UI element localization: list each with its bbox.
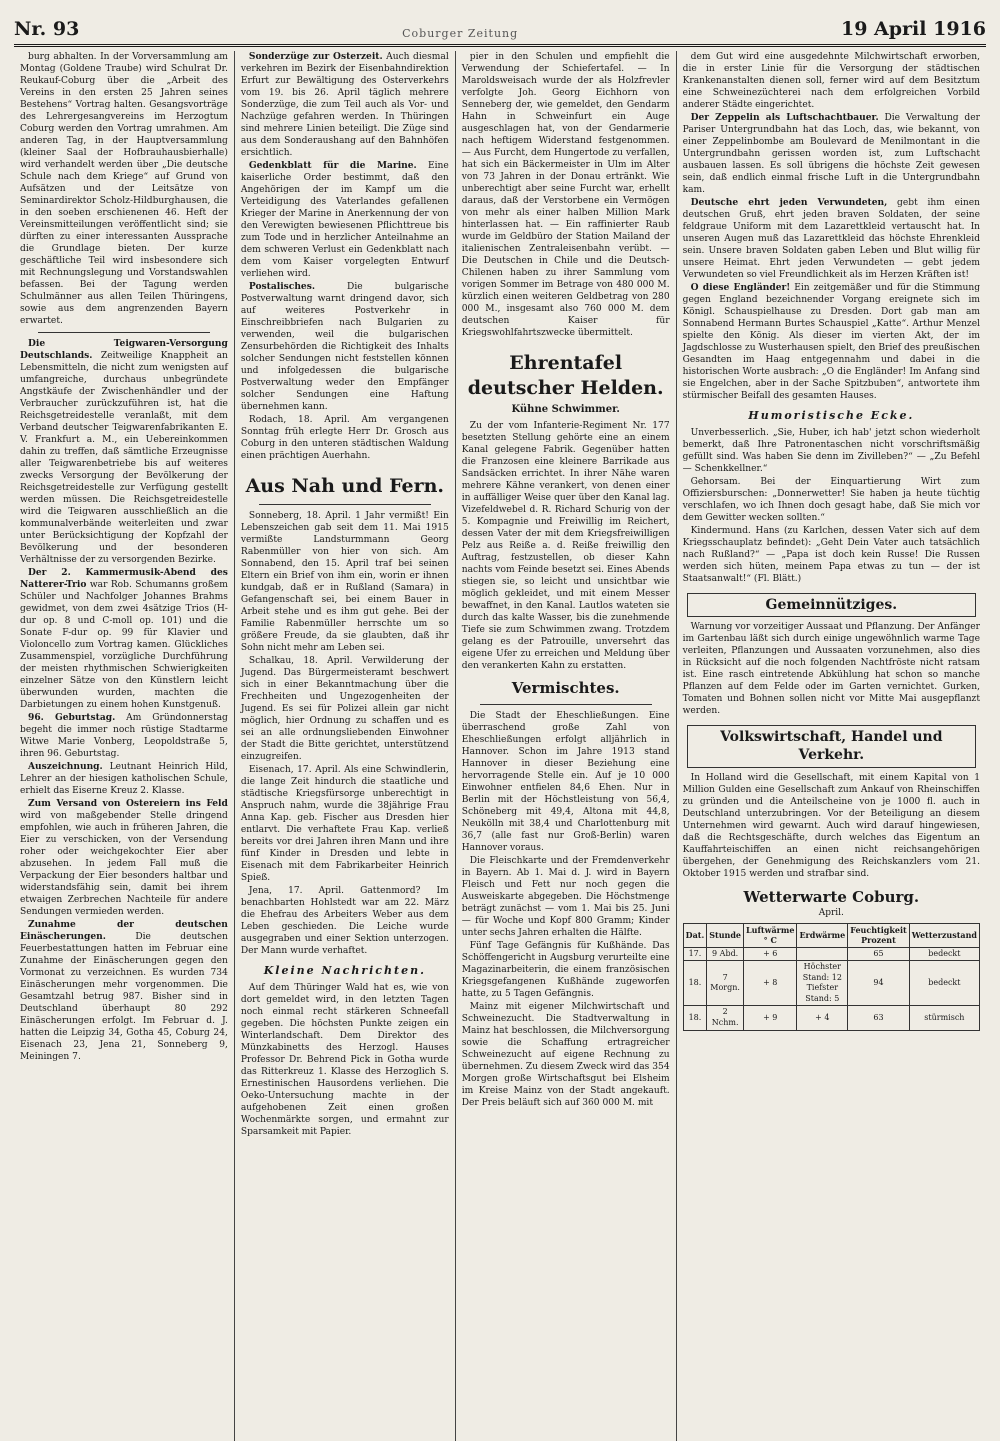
weather-cell: + 8: [744, 961, 797, 1006]
weather-month: April.: [818, 907, 844, 918]
paper-name: Coburger Zeitung: [402, 27, 519, 40]
section-heading-boxed: Volkswirtschaft, Handel und Verkehr.: [687, 725, 976, 768]
article-text: Zeitweilige Knappheit an Lebensmitteln, die nicht zum wenigsten auf umfangreiche, durchaus unbegründete Angstkäufe der Zwischenhändler und der Verbraucher zurückzuführen ist, hat die Reichsgetreidestelle veranlaßt, mit dem Verband deutscher Teigwarenfabrikanten E. V. Frankfurt a. M., ein Uebereinkommen dahin zu treffen, daß sämtliche Erzeugnisse aller Teigwarenbetriebe bis auf weiteres zwecks Versorgung der Bevölkerung der Reichsgetreidestelle zur Verfügung gestellt werden müssen. Die Reichsgetreidestelle wird die Teigwaren ausschließlich an die kommunalverbände weiterleiten und zwar unter Berücksichtigung der Kopfzahl der Bevölkerung und der besonderen Verhältnisse der zu versorgenden Bezirke.: [20, 351, 228, 565]
section-heading: Humoristische Ecke.: [748, 409, 915, 422]
article-text: Zu der vom Infanterie-Regiment Nr. 177 besetzten Stellung gehörte eine an einem Kanal gelegene Fabrik. Gegenüber hatten die Franzosen eine kleinere Barrikade aus Sandsäcken errichtet. In ihrer Nähe waren mehrere Kähne verankert, von denen einer in auffälliger Weise quer über den Kanal lag. Vizefeldwebel d. R. Richard Schurig von der 5. Kompagnie und Freiwillig im Reichert, dessen Vater der mit dem Kriegsfreiwilligen Pelz aus Reiße a. d. Reiße freiwillig den Auftrag, festzustellen, ob dieser Kahn nachts vom Feinde besetzt sei. Eines Abends stiegen sie, so leicht und unsichtbar wie möglich gekleidet, und mit einem Messer bewaffnet, in den Kanal. Lautlos wateten sie durch das kalte Wasser, bis die zunehmende Tiefe sie zum Schwimmen zwang. Trotzdem gelang es der Patrouille, unversehrt das eigene Ufer zu erreichen und Meldung über den verankerten Kahn zu erstatten.: [461, 421, 670, 672]
article-text: Ein zeitgemäßer und für die Stimmung gegen England bezeichnender Vorgang ereignete sich im Königl. Schauspielhause zu Dresden. Dort gab man am Sonnabend Hermann Burtes Schauspiel „Katte“. Arthur Menzel spielte den König. Als dieser im vierten Akt, der im Jagdschlosse zu Wusterhausen spielt, den Brief des preußischen Gesandten im Haag entgegennahm und dabei in die historischen Worte ausbrach: „O die Engländer! Im Anfang sind sie Engelchen, aber in der Sache Spitzbuben“, antwortete ihm stürmischer Beifall des gesamten Hauses.: [682, 283, 981, 401]
article-text: Kindermund. Hans (zu Karlchen, dessen Vater sich auf dem Kriegsschauplatz befindet): „Geht Dein Vater auch tatsächlich nach Rußland?“ — „Papa ist doch kein Russe! Die Russen werden sich hüten, meinem Papa etwas zu tun — der ist Staatsanwalt!“ (Fl. Blätt.): [682, 525, 981, 584]
article-text: burg abhalten. In der Vorversammlung am Montag (Goldene Traube) wird Schulrat Dr. Reukauf-Coburg über die „Arbeit des Vereins in den ersten 25 Jahren seines Bestehens“ Vortrag halten. Gesangsvorträge des Lehrergesangvereins im Herzogtum Coburg werden den Vortrag umrahmen. Am anderen Tag, in der Hauptversammlung (kleiner Saal der Hofbrauhausbierhalle) wird verhandelt werden über „Die deutsche Schule nach dem Kriege“ auf Grund von Aufsätzen und der Leitsätze von Seminardirektor Scholz-Hildburghausen, die in den soeben erschienenen 46. Heft der Vereinsmitteilungen veröffentlicht sind; sie dürften zu einer interessanten Aussprache die Grundlage bieten. Der kurze geschäftliche Teil wird insbesondere sich mit Rechnungslegung und Vorstandswahlen befassen. Bei der Tagung werden Schulmänner aus allen Teilen Thüringens, sowie aus dem angrenzenden Bayern erwartet.: [20, 52, 228, 326]
article-text: pier in den Schulen und empfiehlt die Verwendung der Schiefertafel. — In Maroldsweisach wurde der als Holzfrevler verfolgte Joh. Georg Eichhorn von Senneberg der, wie gemeldet, den Gendarm Hahn in Schweinfurt ein Auge ausgeschlagen hat, von der Gendarmerie nach heftigem Widerstand festgenommen. — Aus Furcht, dem Hungertode zu verfallen, hat sich ein Bäckermeister in Ulm im Alter von 73 Jahren in der Donau ertränkt. Wie unberechtigt aber seine Furcht war, erhellt daraus, daß der Verstorbene ein Vermögen von mehr als einer halben Million Mark hinterlassen hat. — Ein raffinierter Raub wurde im Geldbüro der Station Mailand der italienischen Zentraleisenbahn verübt. — Die Deutschen in Chile und die Deutsch-Chilenen haben zu ihrer Sammlung vom vorigen Sommer im Betrage von 480 000 M. kürzlich einen weiteren Geldbetrag von 280 000 M., insgesamt also 760 000 M. dem deutschen Kaiser für Kriegswohlfahrtszwecke übermittelt.: [461, 52, 670, 338]
divider: [480, 704, 652, 705]
article-text: In Holland wird die Gesellschaft, mit einem Kapital von 1 Million Gulden eine Gesellschaft zum Ankauf von Rheinschiffen zu gründen und die Anteilscheine von je 1000 fl. auch in Deutschland unterzubringen. Vor der Beteiligung an diesem Unternehmen wird gewarnt. Auch wird darauf hingewiesen, daß die Rechtsgeschäfte, durch welches das Eigentum an Kauffahrteischiffen an einen nicht reichsangehörigen übergehen, der Genehmigung des Reichskanzlers vom 21. Oktober 1915 werden und strafbar sind.: [682, 772, 981, 879]
weather-header-cell: Erdwärme: [797, 923, 848, 947]
weather-cell: 18.: [683, 1006, 707, 1030]
article-text: Die deutschen Feuerbestattungen hatten im Februar eine Zunahme der Einäscherungen gegen den Vormonat zu verzeichnen. Es wurden 734 Einäscherungen mehr vorgenommen. Die Gesamtzahl betrug 987. Bisher sind in Deutschland überhaupt 80 292 Einäscherungen erfolgt. Im Februar d. J. hatten die Leipzig 34, Gotha 45, Coburg 24, Eisenach 23, Jena 21, Sonneberg 9, Meiningen 7.: [20, 932, 228, 1062]
article-text: Am Gründonnerstag begeht die immer noch rüstige Stadtarme Witwe Marie Vonberg, Leopoldstraße 5, ihren 96. Geburtstag.: [20, 713, 228, 759]
article-text: Gehorsam. Bei der Einquartierung Wirt zum Offiziersburschen: „Donnerwetter! Sie haben ja heute tüchtig verschlafen, wo ich Ihnen doch gesagt habe, daß Sie mich vor dem Gewitter wecken sollten.“: [682, 476, 981, 523]
article-heading: Der 2. Kammermusik-Abend des Natterer-Trio: [20, 567, 228, 590]
article-text: war Rob. Schumanns großem Schüler und Nachfolger Johannes Brahms gewidmet, von dem zwei 4sätzige Trios (H-dur op. 8 und C-moll op. 101) und die Sonate F-dur op. 99 für Klavier und Violoncello zum Vortrag kamen. Glückliches Zusammenspiel, vorzügliche Durchführung der meisten rhythmischen Schwierigkeiten einzelner Sätze von den Künstlern leicht überwunden wurden, machten die Darbietungen zu einem hohen Kunstgenuß.: [20, 580, 228, 710]
section-heading: Kleine Nachrichten.: [263, 964, 426, 978]
article-text: Fünf Tage Gefängnis für Kußhände. Das Schöffengericht in Augsburg verurteilte eine Magazinarbeiterin, die einem französischen Kriegsgefangenen Kußhände zugeworfen hatte, zu 5 Tagen Gefängnis.: [461, 941, 670, 1000]
weather-cell: bedeckt: [909, 961, 979, 1006]
weather-cell: + 9: [744, 1006, 797, 1030]
divider: [38, 332, 210, 333]
article-text: Die Verwaltung der Pariser Untergrundbahn hat das Loch, das, wie bekannt, von einer Zeppelinbombe am Boulevard de Menilmontant in die Untergrundbahn gerissen worden ist, zum Luftschacht ausbauen lassen. Es soll übrigens die höchste Zeit gewesen sein, daß endlich einmal frische Luft in die Untergrundbahn kam.: [682, 113, 981, 195]
weather-cell: 7 Morgn.: [707, 961, 744, 1006]
divider: [259, 504, 431, 505]
section-subheading: Kühne Schwimmer.: [511, 404, 620, 416]
weather-cell: 18.: [683, 961, 707, 1006]
columns: [14, 51, 986, 1441]
weather-cell: stürmisch: [909, 1006, 979, 1030]
article-heading: Zum Versand von Ostereiern ins Feld: [28, 798, 228, 809]
article-text: Die Fleischkarte und der Fremdenverkehr in Bayern. Ab 1. Mai d. J. wird in Bayern Fleisch und Fett nur noch gegen die Ausweiskarte abgegeben. Die Höchstmenge beträgt zunächst — vom 1. Mai bis 25. Juni — für Woche und Kopf 800 Gramm; Kinder unter sechs Jahren erhalten die Hälfte.: [461, 856, 670, 939]
weather-header-row: [683, 923, 979, 947]
article-heading: Postalisches.: [248, 281, 315, 292]
weather-table: [683, 923, 980, 1031]
article-text: dem Gut wird eine ausgedehnte Milchwirtschaft erworben, die in erster Linie für die Versorgung der städtischen Krankenanstalten dienen soll, ferner wird auf dem Besitztum eine Schweinezüchterei nach dem erfolgreichen Vorbild anderer Städte eingerichtet.: [682, 52, 981, 110]
weather-header-cell: Stunde: [707, 923, 744, 947]
article-text: Jena, 17. April. Gattenmord? Im benachbarten Hohlstedt war am 22. März die Ehefrau des Arbeiters Weber aus dem Leben geschieden. Die Leiche wurde ausgegraben und einer Sektion unterzogen. Der Mann wurde verhaftet.: [240, 886, 449, 957]
article-heading: O diese Engländer!: [690, 282, 791, 293]
section-heading: Ehrentafel deutscher Helden.: [467, 352, 664, 400]
article-text: wird von maßgebender Stelle dringend empfohlen, wie auch in früheren Jahren, die Eier zu verschicken, von der Versendung roher oder weichgekochter Eier aber abzusehen. In jedem Fall muß die Verpackung der Eier besonders haltbar und widerstandsfähig sein, damit bei ihrem etwaigen Zerbrechen Nachteile für andere Sendungen vermieden werden.: [20, 811, 228, 917]
article-heading: Gedenkblatt für die Marine.: [248, 160, 417, 171]
article-text: Auf dem Thüringer Wald hat es, wie von dort gemeldet wird, in den letzten Tagen noch einmal recht stärkeren Schneefall gegeben. Die höchsten Punkte zeigen ein Winterlandschaft. Dem Direktor des Münzkabinetts des Herzogl. Hauses Professor Dr. Behrend Pick in Gotha wurde das Ritterkreuz 1. Klasse des Herzoglich S. Ernestinischen Hausordens verliehen. Die Oeko-Untersuchung machte in der aufgehobenen Zeit einen großen Wochenmärkte sorgen, und ermahnt zur Sparsamkeit mit Papier.: [240, 982, 449, 1137]
weather-header-cell: Feuchtigkeit Prozent: [848, 923, 910, 947]
article-text: Rodach, 18. April. Am vergangenen Sonntag früh erlegte Herr Dr. Grosch aus Coburg in den unteren städtischen Waldung einen prächtigen Auerhahn.: [240, 415, 449, 461]
article-text: Auch diesmal verkehren im Bezirk der Eisenbahndirektion Erfurt zur Bewältigung des Osterverkehrs vom 19. bis 26. April täglich mehrere Sonderzüge, die zum Teil auch als Vor- und Nachzüge gefahren werden. In Thüringen sind mehrere Linien beteiligt. Die Züge sind aus dem Sonderaushang auf den Bahnhöfen ersichtlich.: [240, 52, 449, 158]
column-1: [14, 51, 235, 1441]
weather-row: [683, 1006, 979, 1030]
issue-number: Nr. 93: [14, 18, 80, 40]
article-text: Schalkau, 18. April. Verwilderung der Jugend. Das Bürgermeisteramt beschwert sich in einer Bekanntmachung über die Frechheiten und Ungezogenheiten der Jugend. Es sei für Polizei allein gar nicht möglich, hier Ordnung zu schaffen und es sei an alle ordnungsliebenden Einwohner der Stadt die Bitte gerichtet, unterstützend einzugreifen.: [240, 656, 449, 763]
article-heading: Deutsche ehrt jeden Verwundeten,: [690, 197, 888, 208]
weather-cell: 17.: [683, 947, 707, 961]
article-text: gebt ihm einen deutschen Gruß, ehrt jeden braven Soldaten, der seine feldgraue Uniform mit dem Lazarettkleid vertauscht hat. In unseren Augen muß das Lazarettkleid das höchste Ehrenkleid sein. Unsere braven Soldaten gaben Leben und Blut willig für unsere Heimat. Ehrt jeden Verwundeten — gebt jedem Verwundeten so viel Freundlichkeit als im Herzen Kräften ist!: [682, 198, 981, 280]
weather-cell: 65: [848, 947, 910, 961]
article-heading: Der Zeppelin als Luftschachtbauer.: [690, 112, 879, 123]
article-heading: Auszeichnung.: [28, 761, 103, 772]
article-text: Die bulgarische Postverwaltung warnt dringend davor, sich auf weiteres Postverkehr in Einschreibbriefen nach Bulgarien zu verwenden, weil die bulgarischen Zensurbehörden die Richtigkeit des Inhalts solcher Sendungen nicht feststellen können und infolgedessen die bulgarische Postverwaltung weder den Empfänger solcher Sendungen eine Haftung übernehmen kann.: [240, 282, 449, 412]
column-2: [235, 51, 456, 1441]
section-heading: Aus Nah und Fern.: [245, 475, 445, 497]
article-text: Sonneberg, 18. April. 1 Jahr vermißt! Ein Lebenszeichen gab seit dem 11. Mai 1915 vermißte Landsturmmann Georg Rabenmüller von hier von sich. Am Sonnabend, den 15. April traf bei seinen Eltern ein Brief von ihm ein, worin er ihnen kundgab, daß er in Rußland (Samara) in Gefangenschaft sei, bei einem Bauer in Arbeit stehe und es ihm gut gehe. Bei der Familie Rabenmüller herrschte um so größere Freude, da sie glaubten, daß ihr Sohn nicht mehr am Leben sei.: [240, 511, 449, 654]
article-text: Leutnant Heinrich Hild, Lehrer an der hiesigen katholischen Schule, erhielt das Eiserne Kreuz 2. Klasse.: [20, 762, 228, 796]
weather-cell: + 4: [797, 1006, 848, 1030]
weather-header-cell: Wetterzustand: [909, 923, 979, 947]
column-4: [677, 51, 986, 1441]
masthead: [14, 14, 986, 47]
article-text: Eisenach, 17. April. Als eine Schwindlerin, die lange Zeit hindurch die staatliche und städtische Kriegsfürsorge unberechtigt in Anspruch nahm, wurde die 38jährige Frau Anna Kap. geb. Fischer aus Dresden hier entlarvt. Die verhaftete Frau Kap. verließ bereits vor drei Jahren ihren Mann und ihre fünf Kinder in Dresden und lebte in Eisenach mit dem Fabrikarbeiter Heinrich Spieß.: [240, 765, 449, 884]
article-text: Warnung vor vorzeitiger Aussaat und Pflanzung. Der Anfänger im Gartenbau läßt sich durch einige ungewöhnlich warme Tage verleiten, Pflanzungen und Aussaaten vorzunehmen, also dies in Rücksicht auf die noch folgenden Nachtfröste nicht ratsam ist. Eine rasch eintretende Abkühlung hat schon so manche Pflanzen auf dem Felde oder im Garten vernichtet. Gurken, Tomaten und Bohnen sollen nicht vor Mitte Mai ausgepflanzt werden.: [682, 621, 981, 716]
weather-cell: 9 Abd.: [707, 947, 744, 961]
column-3: [456, 51, 677, 1441]
section-heading-boxed: Gemeinnütziges.: [687, 593, 976, 617]
article-heading: 96. Geburtstag.: [28, 712, 116, 723]
weather-cell: 2 Nchm.: [707, 1006, 744, 1030]
weather-cell: [797, 947, 848, 961]
issue-date: 19 April 1916: [840, 18, 986, 40]
article-heading: Zunahme der deutschen Einäscherungen.: [20, 919, 228, 942]
weather-cell: 94: [848, 961, 910, 1006]
weather-row: [683, 961, 979, 1006]
weather-cell: 63: [848, 1006, 910, 1030]
weather-title: Wetterwarte Coburg.: [743, 887, 920, 906]
article-text: Unverbesserlich. „Sie, Huber, ich hab' jetzt schon wiederholt bemerkt, daß Ihre Patronentaschen nicht vorschriftsmäßig gefüllt sind. Was haben Sie denn im Zivilleben?“ — „Zu Befehl — Schenkkellner.“: [682, 427, 981, 474]
article-text: Eine kaiserliche Order bestimmt, daß den Angehörigen der im Kampf um die Verteidigung des Vaterlandes gefallenen Krieger der Marine in Anerkennung der von den Verewigten bewiesenen Pflichttreue bis zum Tode und in herzlicher Anteilnahme an dem schweren Verlust ein Gedenkblatt nach dem vom Kaiser vorgelegten Entwurf verliehen wird.: [240, 161, 449, 279]
section-heading: Vermischtes.: [511, 679, 620, 698]
article-heading: Sonderzüge zur Osterzeit.: [248, 51, 383, 62]
article-heading: Die Teigwaren-Versorgung Deutschlands.: [20, 338, 228, 361]
weather-cell: + 6: [744, 947, 797, 961]
weather-cell: Höchster Stand: 12 Tiefster Stand: 5: [797, 961, 848, 1006]
weather-cell: bedeckt: [909, 947, 979, 961]
article-text: Mainz mit eigener Milchwirtschaft und Schweinezucht. Die Stadtverwaltung in Mainz hat beschlossen, die Milchversorgung sowie die Schaffung ertragreicher Schweinezucht auf eigene Rechnung zu übernehmen. Zu diesem Zweck wird das 354 Morgen große Wirtschaftsgut bei Elsheim im Kreise Mainz von der Stadt angekauft. Der Preis beläuft sich auf 360 000 M. mit: [461, 1002, 670, 1109]
weather-row: [683, 947, 979, 961]
weather-header-cell: Dat.: [683, 923, 707, 947]
weather-header-cell: Luftwärme ° C: [744, 923, 797, 947]
article-text: Die Stadt der Eheschließungen. Eine überraschend große Zahl von Eheschließungen erfolgt alljährlich in Hannover. Schon im Jahre 1913 stand Hannover in dieser Beziehung eine hervorragende Stelle ein. Auf je 10 000 Einwohner entfielen 84,6 Ehen. Nur in Berlin mit der Höchstleistung von 56,4, Schöneberg mit 49,4, Altona mit 44,8, Neukölln mit 38,4 und Charlottenburg mit 36,7 (alle fast nur Groß-Berlin) waren Hannover voraus.: [461, 711, 670, 854]
